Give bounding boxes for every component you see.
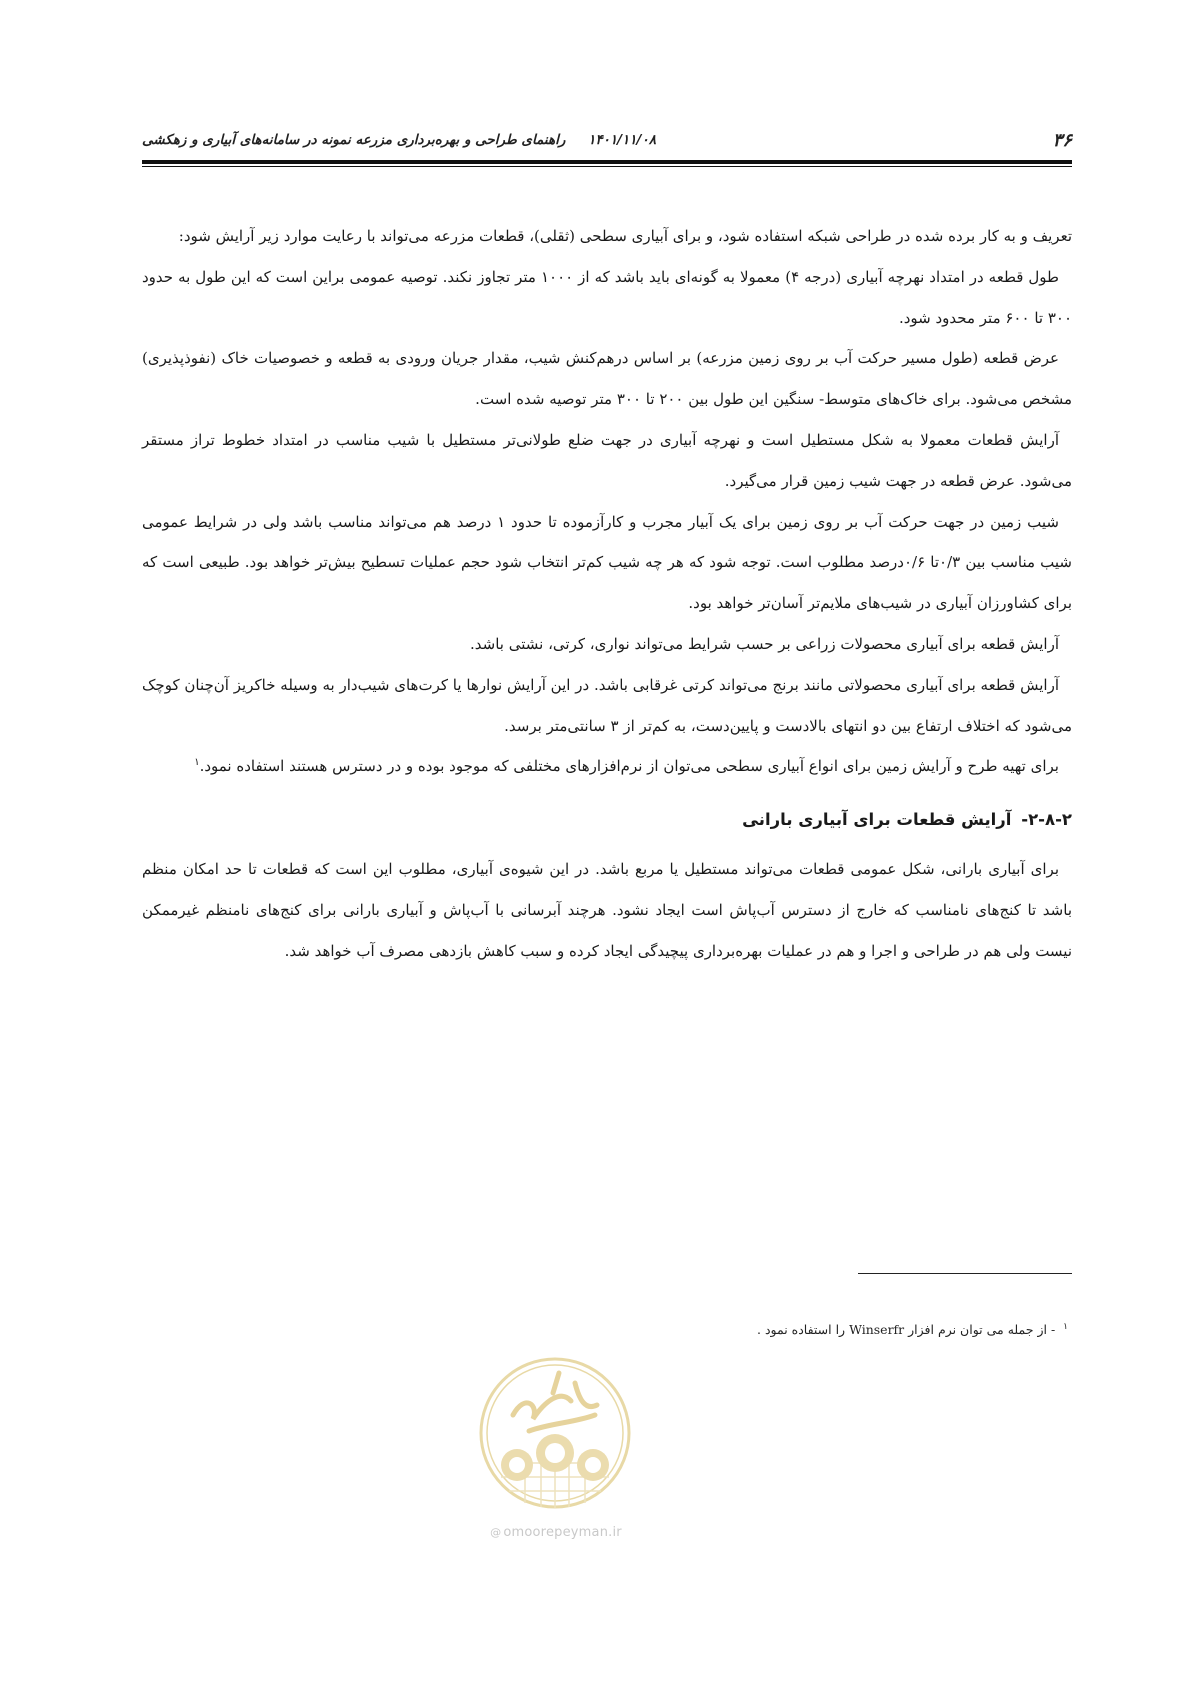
body-text xyxy=(142,216,1072,972)
header-title-line xyxy=(142,132,656,148)
footnote xyxy=(142,1322,1068,1337)
watermark-url-text: omoorepeyman.ir xyxy=(503,1525,622,1540)
paragraph-8-text: برای تهیه طرح و آرایش زمین برای انواع آبیاری سطحی می‌توان از نرم‌افزارهای مختلفی که موجود بوده و در دسترس هستند استفاده نمود. xyxy=(199,757,1059,776)
paragraph-7: آرایش قطعه برای آبیاری محصولاتی مانند برنج می‌تواند کرتی غرقابی باشد. در این آرایش نوارها یا کرت‌های شیب‌دار به وسیله خاکریز آن‌چنان کوچک می‌شود که اختلاف ارتفاع بین دو انتهای بالادست و پایین‌دست، به کم‌تر از ۳ سانتی‌متر برسد. xyxy=(142,675,1072,735)
page-number: ۳۶ xyxy=(1052,130,1072,151)
paragraph-6: آرایش قطعه برای آبیاری محصولات زراعی بر حسب شرایط می‌تواند نواری، کرتی، نشتی باشد. xyxy=(470,634,1059,653)
at-icon: @ xyxy=(490,1526,502,1539)
footnote-text: - از جمله می توان نرم افزار Winserfr را استفاده نمود . xyxy=(757,1322,1056,1338)
paragraph-2: طول قطعه در امتداد نهرچه آبیاری (درجه ۴) معمولا به گونه‌ای باید باشد که از ۱۰۰۰ متر تجاوز نکند. توصیه عمومی براین است که این طول به حدود ۳۰۰ تا ۶۰۰ متر محدود شود. xyxy=(142,267,1072,327)
footnote-rule xyxy=(858,1273,1072,1274)
header-title: راهنمای طراحی و بهره‌برداری مزرعه نمونه در سامانه‌های آبیاری و زهکشی xyxy=(142,132,566,148)
watermark-logo xyxy=(475,1353,635,1523)
running-header xyxy=(142,124,1072,164)
paragraph-8 xyxy=(142,746,1072,787)
section-number: ۲-۸-۲- xyxy=(1021,810,1072,830)
section-title: آرایش قطعات برای آبیاری بارانی xyxy=(742,810,1012,830)
footnote-reference[interactable]: ۱ xyxy=(194,757,200,769)
paragraph-9: برای آبیاری بارانی، شکل عمومی قطعات می‌تواند مستطیل یا مربع باشد. در این شیوه‌ی آبیاری، مطلوب این است که قطعات تا حد امکان منظم باشد تا کنج‌های نامناسب که خارج از دسترس آب‌پاش است ایجاد نشود. هرچند آبرسانی با آب‌پاش و آبیاری بارانی برای کنج‌های نامنظم غیرممکن نیست ولی هم در طراحی و اجرا و هم در عملیات بهره‌برداری پیچیدگی ایجاد کرده و سبب کاهش بازدهی مصرف آب خواهد شد. xyxy=(142,860,1072,960)
header-rule-thick xyxy=(142,160,1072,164)
header-rule-thin xyxy=(142,166,1072,167)
footnote-mark: ۱ xyxy=(1063,1322,1068,1332)
paragraph-4: آرایش قطعات معمولا به شکل مستطیل است و نهرچه آبیاری در جهت ضلع طولانی‌تر مستطیل با شیب مناسب در امتداد خطوط تراز مستقر می‌شود. عرض قطعه در جهت شیب زمین قرار می‌گیرد. xyxy=(142,430,1072,490)
paragraph-1: تعریف و به کار برده شده در طراحی شبکه استفاده شود، و برای آبیاری سطحی (ثقلی)، قطعات مزرعه می‌تواند با رعایت موارد زیر آرایش شود: xyxy=(178,227,1072,245)
watermark-url xyxy=(471,1525,641,1540)
paragraph-3: عرض قطعه (طول مسیر حرکت آب بر روی زمین مزرعه) بر اساس درهم‌کنش شیب، مقدار جریان ورودی به قطعه و خصوصیات خاک (نفوذپذیری) مشخص می‌شود. برای خاک‌های متوسط- سنگین این طول بین ۲۰۰ تا ۳۰۰ متر توصیه شده است. xyxy=(142,349,1072,409)
section-heading xyxy=(142,803,1072,837)
header-date: ۱۴۰۱/۱۱/۰۸ xyxy=(588,132,656,148)
paragraph-5: شیب زمین در جهت حرکت آب بر روی زمین برای یک آبیار مجرب و کارآزموده تا حدود ۱ درصد هم می‌تواند مناسب باشد ولی در شرایط عمومی شیب مناسب بین ۰/۳تا ۰/۶درصد مطلوب است. توجه شود که هر چه شیب کم‌تر انتخاب شود حجم عملیات تسطیح بیش‌تر خواهد بود. طبیعی است که برای کشاورزان آبیاری در شیب‌های ملایم‌تر آسان‌تر خواهد بود. xyxy=(142,512,1072,613)
